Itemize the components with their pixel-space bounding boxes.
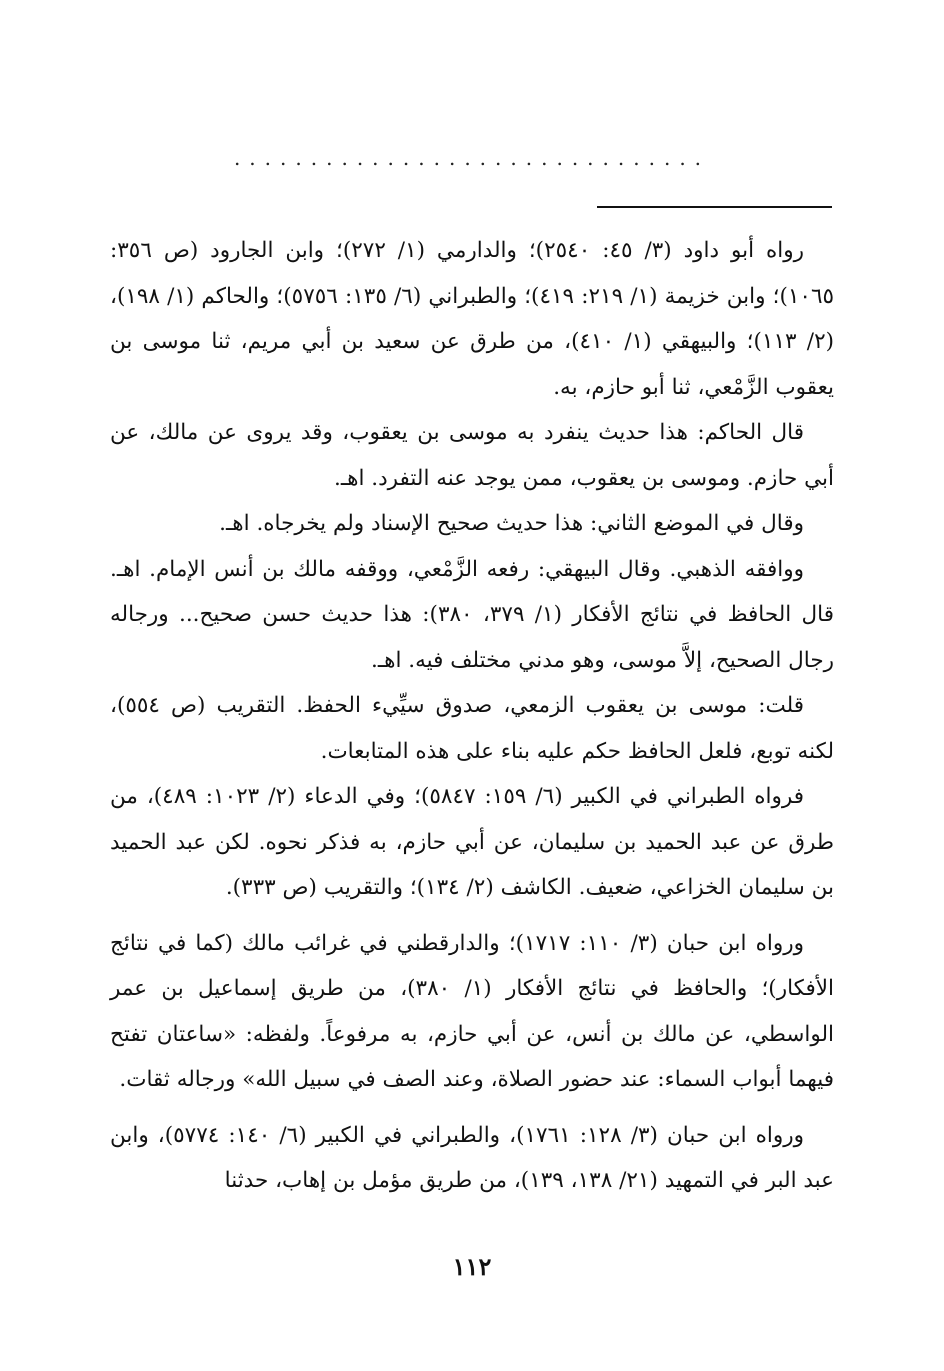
separator-dots: ............................... — [233, 146, 711, 170]
footnote-rule — [597, 206, 832, 208]
page-number: ١١٢ — [452, 1252, 492, 1281]
paragraph: ووافقه الذهبي. وقال البيهقي: رفعه الزَّمْعي، ووقفه مالك بن أنس الإمام. اهـ. قال الحافظ في نتائج الأفكار (١/ ٣٧٩، ٣٨٠): هذا حديث حسن صحيح... ورجاله رجال الصحيح، إلاَّ موسى، وهو مدني مختلف فيه. اهـ. — [110, 556, 834, 673]
paragraph: ورواه ابن حبان (٣/ ١٢٨: ١٧٦١)، والطبراني في الكبير (٦/ ١٤٠: ٥٧٧٤)، وابن عبد البر في التمهيد (٢١/ ١٣٨، ١٣٩)، من طريق مؤمل بن إهاب، حدثنا — [110, 1122, 834, 1193]
paragraph: رواه أبو داود (٣/ ٤٥: ٢٥٤٠)؛ والدارمي (١/ ٢٧٢)؛ وابن الجارود (ص ٣٥٦: ١٠٦٥)؛ وابن خزيمة (١/ ٢١٩: ٤١٩)؛ والطبراني (٦/ ١٣٥: ٥٧٥٦)؛ والحاكم (١/ ١٩٨)، (٢/ ١١٣)؛ والبيهقي (١/ ٤١٠)، من طرق عن سعيد بن أبي مريم، ثنا موسى بن يعقوب الزَّمْعي، ثنا أبو حازم، به. — [110, 238, 835, 400]
paragraph: وقال في الموضع الثاني: هذا حديث صحيح الإسناد ولم يخرجاه. اهـ. — [219, 511, 804, 536]
paragraph: فرواه الطبراني في الكبير (٦/ ١٥٩: ٥٨٤٧)؛ وفي الدعاء (٢/ ١٠٢٣: ٤٨٩)، من طرق عن عبد الحميد بن سليمان، عن أبي حازم، به فذكر نحوه. لكن عبد الحميد بن سليمان الخزاعي، ضعيف. الكاشف (٢/ ١٣٤)؛ والتقريب (ص ٣٣٣). — [110, 784, 834, 900]
footnote-body — [110, 228, 834, 1204]
paragraph: قال الحاكم: هذا حديث ينفرد به موسى بن يعقوب، وقد يروى عن مالك، عن أبي حازم. وموسى بن يعقوب، ممن يوجد عنه التفرد. اهـ. — [110, 420, 834, 491]
paragraph: قلت: موسى بن يعقوب الزمعي، صدوق سيِّيء الحفظ. التقريب (ص ٥٥٤)، لكنه توبع، فلعل الحافظ حكم عليه بناء على هذه المتابعات. — [110, 693, 834, 764]
paragraph: ورواه ابن حبان (٣/ ١١٠: ١٧١٧)؛ والدارقطني في غرائب مالك (كما في نتائج الأفكار)؛ والحافظ في نتائج الأفكار (١/ ٣٨٠)، من طريق إسماعيل بن عمر الواسطي، عن مالك بن أنس، عن أبي حازم، به مرفوعاً. ولفظه: «ساعتان تفتح فيهما أبواب السماء: عند حضور الصلاة، وعند الصف في سبيل الله» ورجاله ثقات. — [110, 930, 835, 1092]
